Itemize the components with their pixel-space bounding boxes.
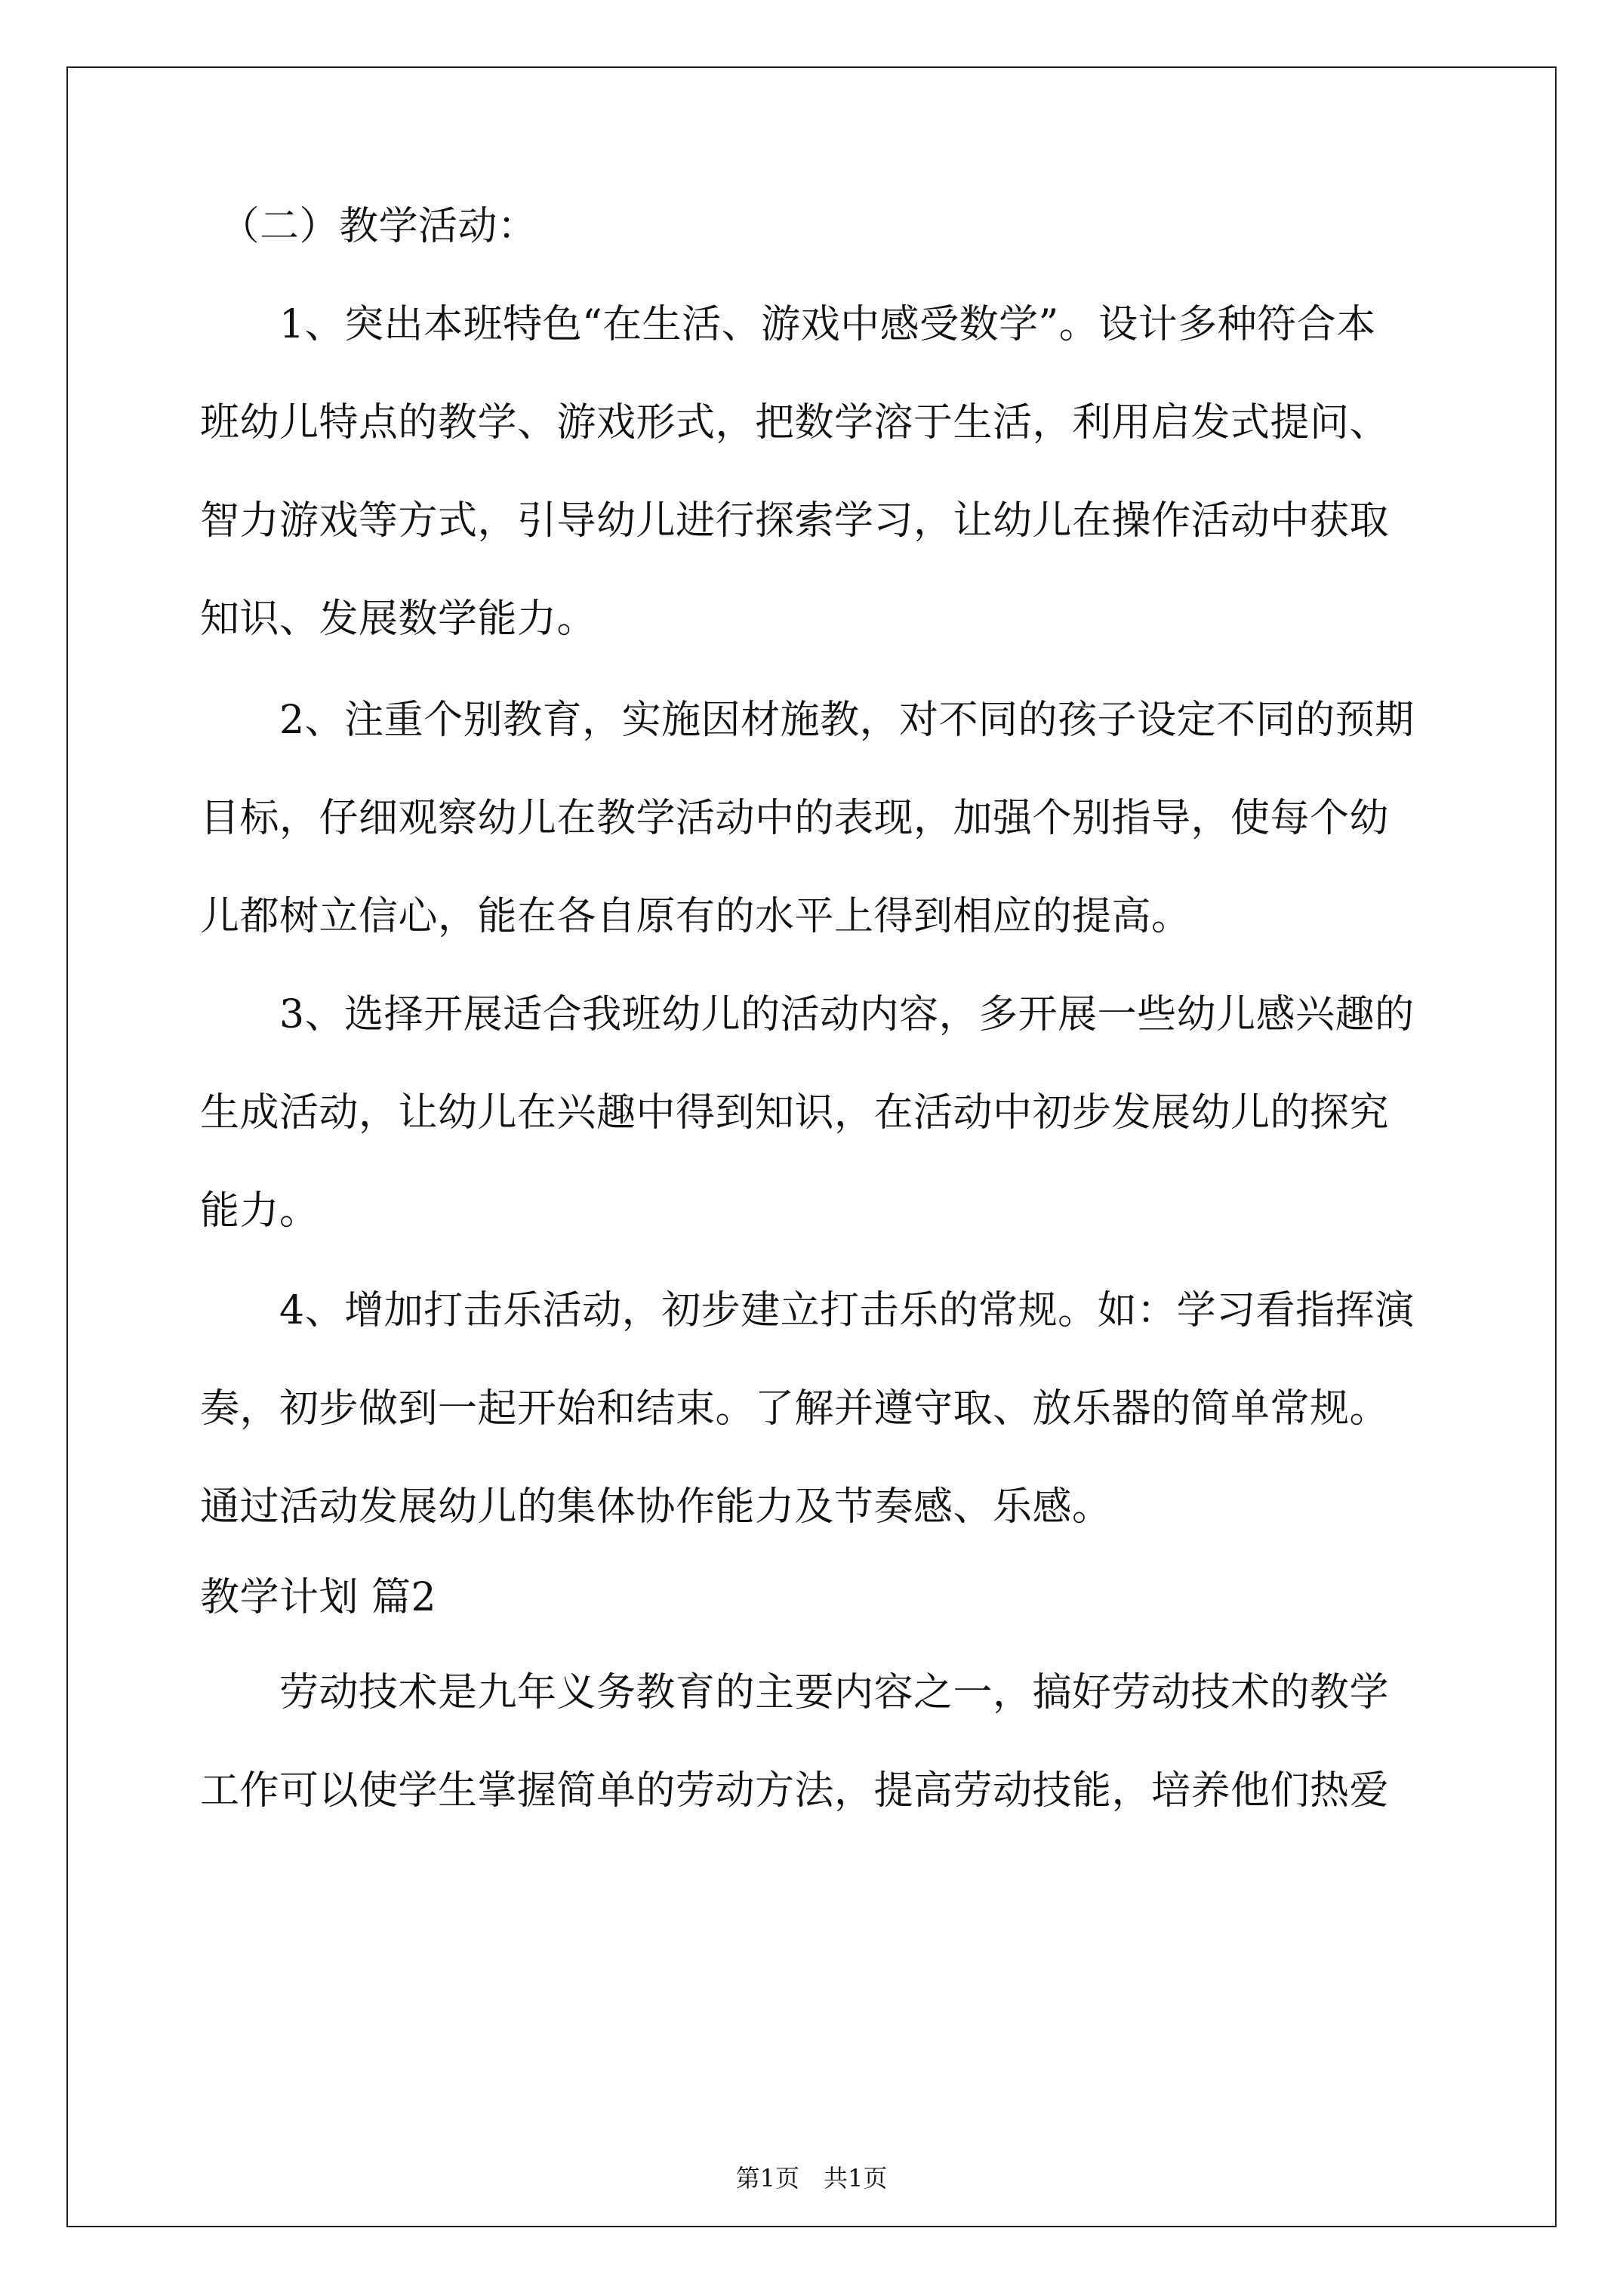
text-line: 能力。 [200,1188,319,1234]
text-line: 班幼儿特点的教学、游戏形式，把数学溶于生活，利用启发式提问、 [200,400,1390,445]
section-heading: 教学计划 篇2 [200,1575,437,1620]
text-line: 儿都树立信心，能在各自原有的水平上得到相应的提高。 [200,894,1191,939]
text-line: （二）教学活动： [200,204,537,249]
text-line: 劳动技术是九年义务教育的主要内容之一，搞好劳动技术的教学 [200,1670,1390,1715]
text-line: 目标，仔细观察幼儿在教学活动中的表现，加强个别指导，使每个幼 [200,796,1390,841]
text-line: 通过活动发展幼儿的集体协作能力及节奏感、乐感。 [200,1484,1112,1530]
text-line: 4、增加打击乐活动，初步建立打击乐的常规。如：学习看指挥演 [200,1288,1415,1333]
text-line: 3、选择开展适合我班幼儿的活动内容，多开展一些幼儿感兴趣的 [200,992,1415,1037]
text-line: 2、注重个别教育，实施因材施教，对不同的孩子设定不同的预期 [200,698,1415,743]
text-line: 知识、发展数学能力。 [200,596,597,642]
text-line: 1、突出本班特色“在生活、游戏中感受数学”。设计多种符合本 [200,302,1376,347]
text-line: 工作可以使学生掌握简单的劳动方法，提高劳动技能，培养他们热爱 [200,1768,1390,1814]
page-border [66,66,1557,2227]
page-footer: 第1页 共1页 [735,2164,888,2193]
text-line: 生成活动，让幼儿在兴趣中得到知识，在活动中初步发展幼儿的探究 [200,1090,1390,1136]
text-line: 奏，初步做到一起开始和结束。了解并遵守取、放乐器的简单常规。 [200,1386,1390,1432]
text-line: 智力游戏等方式，引导幼儿进行探索学习，让幼儿在操作活动中获取 [200,498,1390,544]
